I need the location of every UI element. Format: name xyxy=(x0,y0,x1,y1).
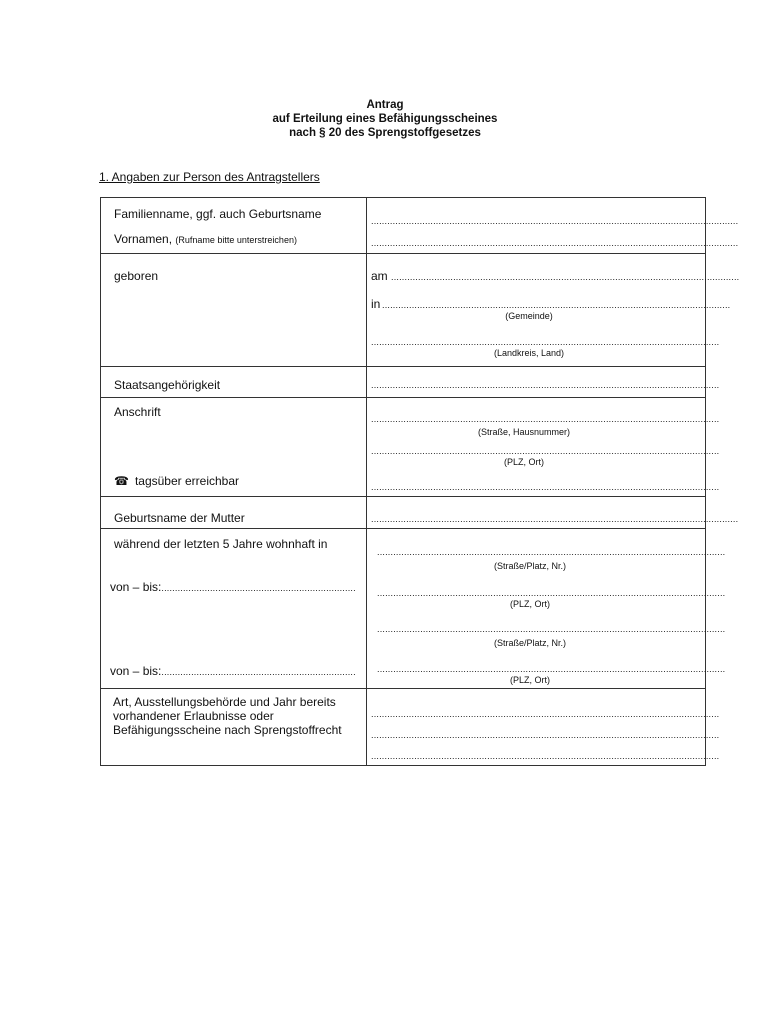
wohnhaft-strasse-2-field[interactable]: ................................................................................................................................. xyxy=(377,624,726,634)
label-geburtsname-mutter: Geburtsname der Mutter xyxy=(114,511,245,525)
section-heading: 1. Angaben zur Person des Antragstellers xyxy=(99,170,320,184)
label-erlaubnisse: Art, Ausstellungsbehörde und Jahr bereits vorhandener Erlaubnisse oder Befähigungsscheine nach Sprengstoffrecht xyxy=(113,695,342,737)
von-bis-1-field[interactable]: ........................................................................ xyxy=(161,583,356,593)
row-divider xyxy=(101,528,705,529)
label-familienname: Familienname, ggf. auch Geburtsname xyxy=(114,207,322,221)
erlaubnisse-field-1[interactable]: ................................................................................................................................. xyxy=(371,709,720,719)
geburtsname-mutter-field[interactable]: ........................................................................................................................................ xyxy=(371,514,739,524)
label-anschrift: Anschrift xyxy=(114,405,161,419)
erlaubnisse-field-3[interactable]: ................................................................................................................................. xyxy=(371,751,720,761)
caption-strasse-platz-1: (Straße/Platz, Nr.) xyxy=(493,561,566,571)
erlaubnisse-field-2[interactable]: ................................................................................................................................. xyxy=(371,730,720,740)
label-vornamen xyxy=(114,232,297,247)
label-staatsangehoerigkeit: Staatsangehörigkeit xyxy=(114,378,221,392)
label-von-bis-1 xyxy=(110,580,356,594)
label-von-bis-2 xyxy=(110,664,356,678)
label-vornamen-text: Vornamen, xyxy=(114,232,173,246)
staatsangehoerigkeit-field[interactable]: ................................................................................................................................. xyxy=(371,380,720,390)
strasse-field[interactable]: ................................................................................................................................. xyxy=(371,414,720,424)
application-form-table xyxy=(100,197,740,766)
title-line-1: Antrag xyxy=(366,99,404,111)
wohnhaft-strasse-1-field[interactable]: ................................................................................................................................. xyxy=(377,547,726,557)
caption-landkreis: (Landkreis, Land) xyxy=(493,348,565,358)
caption-strasse-platz-2: (Straße/Platz, Nr.) xyxy=(493,638,566,648)
plz-ort-field[interactable]: ................................................................................................................................. xyxy=(371,446,720,456)
caption-gemeinde: (Gemeinde) xyxy=(505,311,553,321)
caption-plz-ort: (PLZ, Ort) xyxy=(504,457,544,467)
label-geboren: geboren xyxy=(114,269,159,283)
von-bis-2-field[interactable]: ........................................................................ xyxy=(161,667,356,677)
caption-plz-ort-2: (PLZ, Ort) xyxy=(510,675,550,685)
title-line-2: auf Erteilung eines Befähigungsscheines xyxy=(272,113,498,125)
caption-plz-ort-1: (PLZ, Ort) xyxy=(510,599,550,609)
landkreis-field[interactable]: ................................................................................................................................. xyxy=(371,337,720,347)
phone-icon: ☎ xyxy=(114,474,129,488)
label-von-bis-1-text: von – bis: xyxy=(110,580,162,594)
label-tagsueber xyxy=(114,474,239,488)
vornamen-field[interactable]: ........................................................................................................................................ xyxy=(371,238,739,248)
label-am: am xyxy=(371,269,388,283)
caption-strasse-hausnummer: (Straße, Hausnummer) xyxy=(477,427,571,437)
row-divider xyxy=(101,496,705,497)
title-line-3: nach § 20 des Sprengstoffgesetzes xyxy=(289,127,481,139)
label-vornamen-hint: (Rufname bitte unterstreichen) xyxy=(175,235,297,245)
label-in: in xyxy=(371,297,381,311)
label-tagsueber-text: tagsüber erreichbar xyxy=(134,474,240,488)
wohnhaft-plz-ort-2-field[interactable]: ................................................................................................................................. xyxy=(377,664,726,674)
label-wohnhaft: während der letzten 5 Jahre wohnhaft in xyxy=(114,537,328,551)
row-divider xyxy=(101,253,705,254)
column-divider xyxy=(366,198,367,765)
telefon-field[interactable]: ................................................................................................................................. xyxy=(371,482,720,492)
wohnhaft-plz-ort-1-field[interactable]: ................................................................................................................................. xyxy=(377,588,726,598)
row-divider xyxy=(101,688,705,689)
label-von-bis-2-text: von – bis: xyxy=(110,664,162,678)
familienname-field[interactable]: ........................................................................................................................................ xyxy=(371,216,739,226)
row-divider xyxy=(101,397,705,398)
geburtsdatum-field[interactable]: ................................................................................................................................. xyxy=(391,272,740,282)
geburtsort-field[interactable]: ................................................................................................................................. xyxy=(382,300,731,310)
form-title xyxy=(0,98,770,140)
row-divider xyxy=(101,366,705,367)
